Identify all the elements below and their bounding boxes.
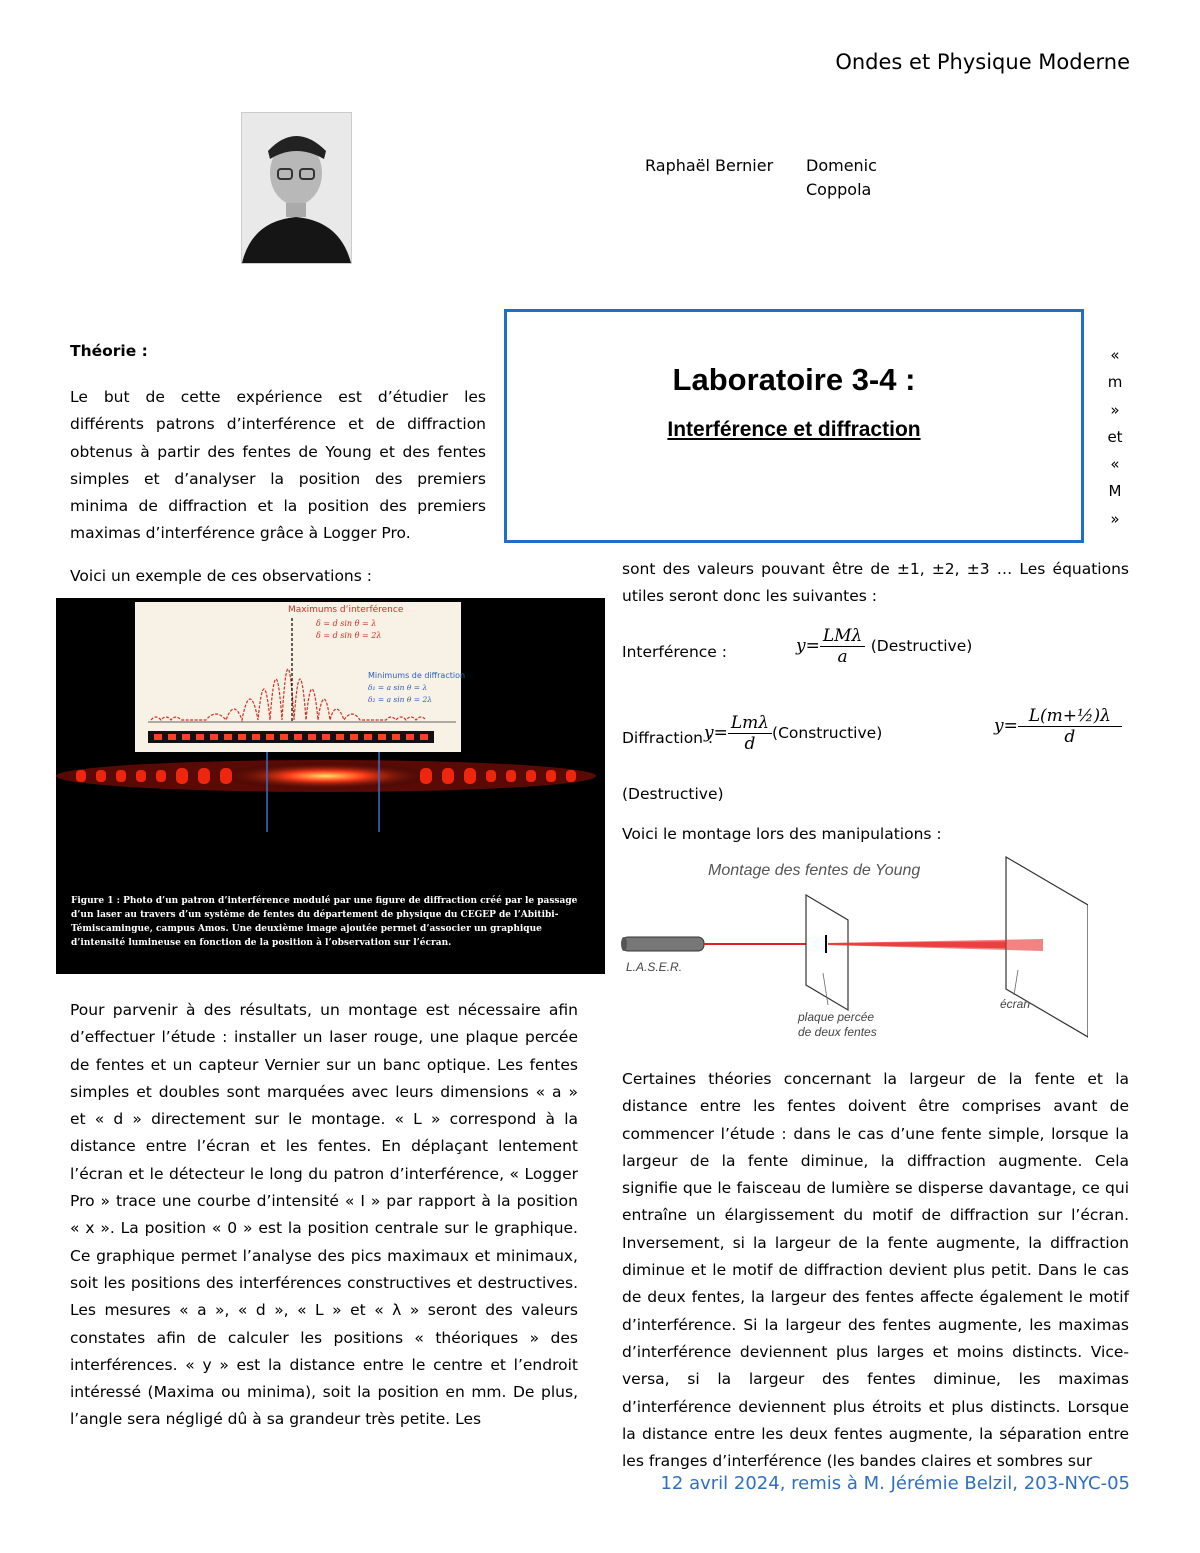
example-intro: Voici un exemple de ces observations : xyxy=(70,567,372,585)
figure1-caption: Figure 1 : Photo d’un patron d’interférence modulé par une figure de diffraction créé par le passage d’un laser au travers d’un système de fentes du département de physique du CEGEP de l’Abitibi-Témiscamingue, campus Amos. Une deuxième image ajoutée permet d’associer un graphique d’intensité lumineuse en fonction de la position à l’observation sur l’écran. xyxy=(71,896,578,948)
montage-intro: Voici le montage lors des manipulations : xyxy=(622,825,942,843)
svg-text:écran: écran xyxy=(1000,997,1031,1011)
title-box xyxy=(504,309,1084,543)
svg-text:δ₂ = a sin θ = 2λ: δ₂ = a sin θ = 2λ xyxy=(368,695,432,704)
svg-text:δ = d sin θ = λ: δ = d sin θ = λ xyxy=(316,619,377,628)
course-header: Ondes et Physique Moderne xyxy=(835,50,1130,74)
theory-heading: Théorie : xyxy=(70,342,148,360)
figure-interference-photo xyxy=(56,598,605,974)
lab-subtitle: Interférence et diffraction xyxy=(667,418,921,441)
svg-text:de deux fentes: de deux fentes xyxy=(798,1025,877,1039)
diffraction-destructive-note: (Destructive) xyxy=(622,785,724,803)
svg-text:δ = d sin θ = 2λ: δ = d sin θ = 2λ xyxy=(316,631,382,640)
diffraction-destructive-equation: y= $\frac{\text{L(m+½)λ}}{d}$ xyxy=(994,706,1122,747)
lab-title: Laboratoire 3-4 : xyxy=(672,362,916,397)
author-photo xyxy=(241,112,352,264)
author-1: Raphaël Bernier xyxy=(645,156,774,175)
interference-equation: y= $\frac{\text{LMλ}}{a}$ (Destructive) xyxy=(796,626,973,667)
author-2: Domenic Coppola xyxy=(806,156,877,199)
diffraction-label: Diffraction : xyxy=(622,729,714,747)
values-paragraph: sont des valeurs pouvant être de ±1, ±2, ±3 … Les équations utiles seront donc les suivantes : xyxy=(622,560,1129,606)
diffraction-equation: y= $\frac{\text{Lmλ}}{d}$ (Constructive) xyxy=(704,713,883,754)
plot-title: Maximums d’interférence xyxy=(288,605,404,615)
procedure-paragraph: Pour parvenir à des résultats, un montage est nécessaire afin d’effectuer l’étude : installer un laser rouge, une plaque percée de fentes et un capteur Vernier sur un banc optique. Les fentes simples et doubles sont marquées avec leurs dimensions « a » et « d » directement sur le montage. « L » correspond à la distance entre l’écran et les fentes. En déplaçant lentement l’écran et le détecteur le long du patron d’interférence, « Logger Pro » trace une courbe d’intensité « I » par rapport à la position « x ». La position « 0 » est la position centrale sur le graphique. Ce graphique permet l’analyse des pics maximaux et minimaux, soit les positions des interférences constructives et destructives. Les mesures « a », « d », « L » et « λ » seront des valeurs constates afin de calculer les positions « théoriques » des interférences. « y » est la distance entre le centre et l’endroit intéressé (Maxima ou minima), soit la position en mm. De plus, l’angle sera négligé dû à sa grandeur très petite. Les xyxy=(70,1001,578,1429)
figure-young-setup xyxy=(618,855,1088,1050)
theory-paragraph: Le but de cette expérience est d’étudier les différents patrons d’interférence et de diffraction obtenus à partir des fentes de Young et des fentes simples et d’analyser la position des premiers minima de diffraction et la position des premiers maximas d’interférence grâce à Logger Pro. xyxy=(70,388,486,543)
svg-text:δ₁ = a sin θ = λ: δ₁ = a sin θ = λ xyxy=(368,683,428,692)
footer: 12 avril 2024, remis à M. Jérémie Belzil, 203-NYC-05 xyxy=(660,1473,1130,1494)
theory-width-paragraph: Certaines théories concernant la largeur de la fente et la distance entre les fentes doivent être comprises avant de commencer l’étude : dans le cas d’une fente simple, lorsque la largeur de la fente diminue, la diffraction augmente. Cela signifie que le faisceau de lumière se disperse davantage, ce qui entraîne un élargissement du motif de diffraction sur l’écran. Inversement, si la largeur de la fente augmente, la diffraction diminue et le motif de diffraction devient plus petit. Dans le cas de deux fentes, la largeur des fentes affecte également le motif d’interférence. Si la largeur des fentes augmente, les maximas d’interférence deviennent plus larges et moins distincts. Vice-versa, si la largeur des fentes diminue, les maximas d’interférence deviennent plus étroits et plus distincts. Lorsque la distance entre les deux fentes augmente, la séparation entre les franges d’interférence (les bandes claires et sombres sur xyxy=(622,1070,1129,1471)
setup-title: Montage des fentes de Young xyxy=(708,862,921,879)
svg-text:Minimums de diffraction: Minimums de diffraction xyxy=(368,671,466,680)
svg-text:L.A.S.E.R.: L.A.S.E.R. xyxy=(626,960,683,974)
interference-label: Interférence : xyxy=(622,643,727,661)
sidebar-text: « m » et « M » xyxy=(1107,346,1123,528)
svg-text:plaque percée: plaque percée xyxy=(798,1010,875,1024)
